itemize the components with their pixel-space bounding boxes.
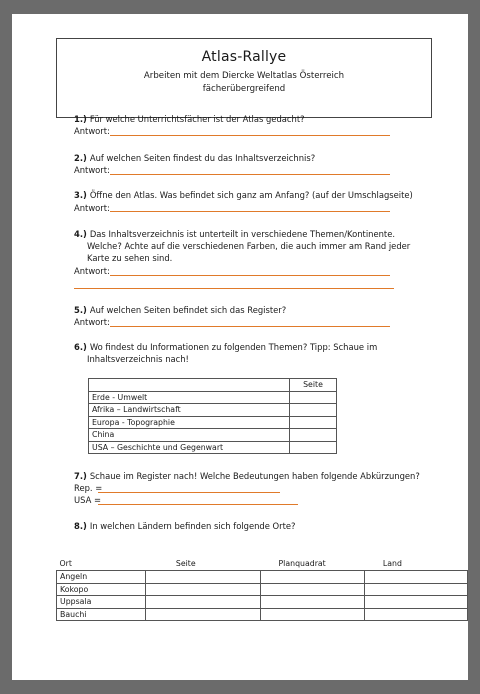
topic-cell: Erde - Umwelt [89, 391, 290, 404]
grid-input-cell[interactable] [260, 583, 364, 596]
topics-header-seite: Seite [290, 379, 337, 392]
subtitle-line-2: fächerübergreifend [202, 84, 286, 94]
topic-cell: Afrika – Landwirtschaft [89, 404, 290, 417]
table-row [89, 429, 337, 442]
places-header-ort: Ort [59, 559, 72, 568]
page-input-cell[interactable] [146, 608, 261, 621]
country-input-cell[interactable] [365, 596, 468, 609]
country-input-cell[interactable] [365, 583, 468, 596]
topics-table [88, 378, 337, 454]
page-input-cell[interactable] [290, 416, 337, 429]
answer-line-1[interactable] [110, 135, 390, 136]
places-header-land: Land [382, 559, 402, 568]
question-2: 2.) Auf welchen Seiten findest du das Inhaltsverzeichnis? [74, 153, 316, 163]
answer-label-1: Antwort: [74, 126, 110, 136]
page-input-cell[interactable] [290, 404, 337, 417]
place-cell: Kokopo [57, 583, 146, 596]
places-table [56, 558, 468, 621]
question-8: 8.) In welchen Ländern befinden sich folgende Orte? [74, 521, 296, 531]
abbr-usa-label: USA = [74, 495, 102, 505]
abbr-usa-line[interactable] [98, 504, 298, 505]
answer-line-5[interactable] [110, 326, 390, 327]
topic-cell: China [89, 429, 290, 442]
table-row [89, 391, 337, 404]
question-6: 6.) Wo findest du Informationen zu folgenden Themen? Tipp: Schaue im Inhaltsverzeichnis nach! [74, 342, 378, 364]
page-title: Atlas-Rallye [201, 49, 287, 65]
question-1: 1.) Für welche Unterrichtsfächer ist der Atlas gedacht? [74, 114, 305, 124]
answer-label-4: Antwort: [74, 266, 110, 276]
places-header-seite: Seite [175, 559, 196, 568]
topic-cell: Europa - Topographie [89, 416, 290, 429]
grid-input-cell[interactable] [260, 596, 364, 609]
page-input-cell[interactable] [146, 571, 261, 584]
subtitle-line-1: Arbeiten mit dem Diercke Weltatlas Österreich [143, 71, 345, 81]
table-row [57, 571, 468, 584]
answer-line-3[interactable] [110, 211, 390, 212]
question-3: 3.) Öffne den Atlas. Was befindet sich ganz am Anfang? (auf der Umschlagseite) [74, 190, 413, 200]
title-box [56, 38, 432, 118]
table-row [57, 608, 468, 621]
country-input-cell[interactable] [365, 608, 468, 621]
answer-label-2: Antwort: [74, 165, 110, 175]
place-cell: Uppsala [57, 596, 146, 609]
answer-line-4b[interactable] [74, 288, 394, 289]
answer-label-3: Antwort: [74, 203, 110, 213]
places-header-planquadrat: Planquadrat [278, 559, 326, 568]
topics-header-empty [89, 379, 290, 392]
question-4: 4.) Das Inhaltsverzeichnis ist unterteilt in verschiedene Themen/Kontinente. Welche? Achte auf die verschiedenen Farben, die auch immer am Rand jeder Karte zu sehen sind. [74, 229, 411, 263]
table-row [89, 416, 337, 429]
question-5: 5.) Auf welchen Seiten befindet sich das Register? [74, 305, 287, 315]
grid-input-cell[interactable] [260, 571, 364, 584]
answer-label-5: Antwort: [74, 317, 110, 327]
answer-line-2[interactable] [110, 174, 390, 175]
grid-input-cell[interactable] [260, 608, 364, 621]
topic-cell: USA – Geschichte und Gegenwart [89, 441, 290, 454]
page-input-cell[interactable] [290, 391, 337, 404]
table-row [89, 441, 337, 454]
country-input-cell[interactable] [365, 571, 468, 584]
page-input-cell[interactable] [146, 596, 261, 609]
table-row [57, 583, 468, 596]
place-cell: Angeln [57, 571, 146, 584]
table-row [89, 404, 337, 417]
worksheet-page [12, 14, 468, 680]
table-row [57, 596, 468, 609]
place-cell: Bauchi [57, 608, 146, 621]
question-7: 7.) Schaue im Register nach! Welche Bedeutungen haben folgende Abkürzungen? [74, 471, 420, 481]
abbr-rep-line[interactable] [98, 492, 280, 493]
page-input-cell[interactable] [290, 441, 337, 454]
abbr-rep-label: Rep. = [74, 483, 103, 493]
page-input-cell[interactable] [290, 429, 337, 442]
answer-line-4a[interactable] [110, 275, 390, 276]
page-input-cell[interactable] [146, 583, 261, 596]
